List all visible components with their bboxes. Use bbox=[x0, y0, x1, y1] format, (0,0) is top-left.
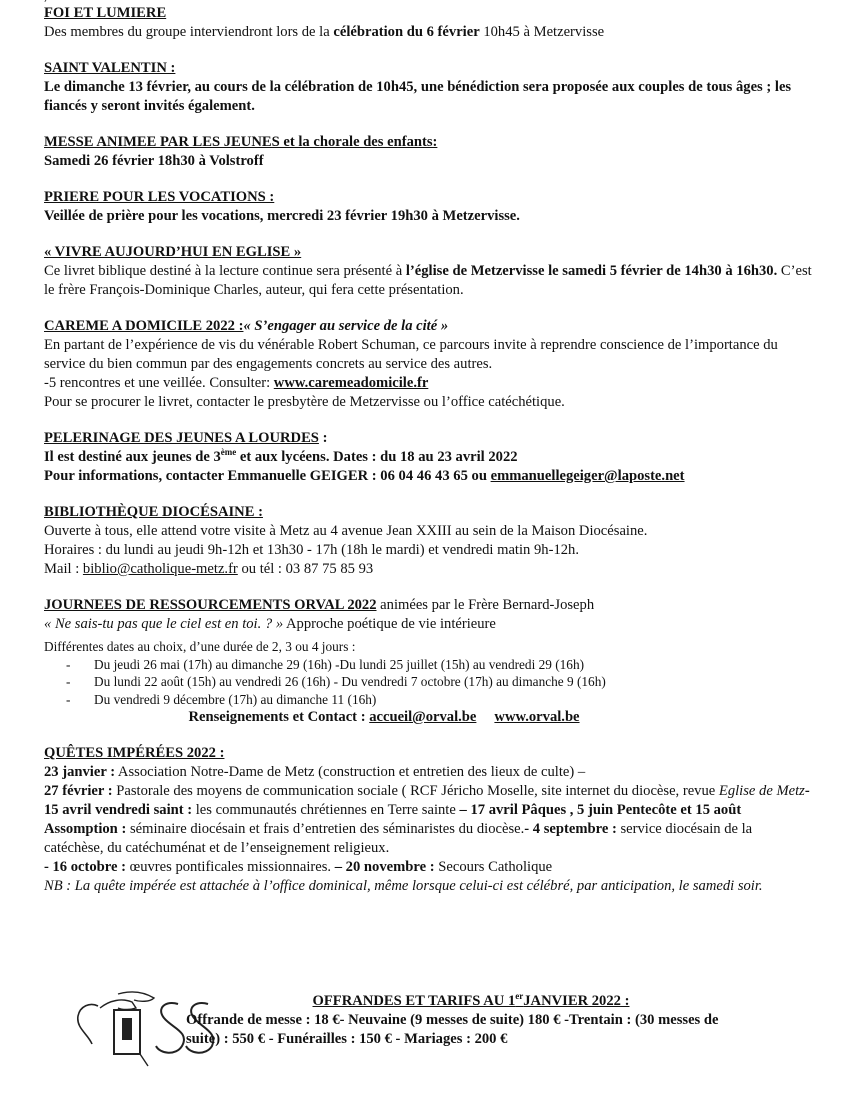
section-heading: JOURNEES DE RESSOURCEMENTS ORVAL 2022 animées par le Frère Bernard-Joseph bbox=[44, 597, 595, 613]
section-vocations bbox=[44, 188, 814, 226]
list-item: - Du jeudi 26 mai (17h) au dimanche 29 (16h) -Du lundi 25 juillet (15h) au vendredi 29 (16h) bbox=[66, 656, 814, 674]
paragraph: « Ne sais-tu pas que le ciel est en toi. ? » Approche poétique de vie intérieure bbox=[44, 616, 496, 632]
section-bibliotheque bbox=[44, 503, 814, 579]
section-careme bbox=[44, 317, 814, 412]
section-title: « VIVRE AUJOURD’HUI EN EGLISE » bbox=[44, 244, 302, 260]
paragraph: Ouverte à tous, elle attend votre visite à Metz au 4 avenue Jean XXIII au sein de la Maison Diocésaine. bbox=[44, 523, 648, 539]
paragraph: Horaires : du lundi au jeudi 9h-12h et 13h30 - 17h (18h le mardi) et vendredi matin 9h-12h. bbox=[44, 542, 579, 558]
paragraph: Mail : biblio@catholique-metz.fr ou tél : 03 87 75 85 93 bbox=[44, 561, 374, 577]
paragraph: - 16 octobre : œuvres pontificales missionnaires. – 20 novembre : Secours Catholique bbox=[44, 859, 553, 875]
dates-list bbox=[44, 656, 814, 709]
section-text: Veillée de prière pour les vocations, mercredi 23 février 19h30 à Metzervisse. bbox=[44, 208, 520, 224]
section-title: PELERINAGE DES JEUNES A LOURDES bbox=[44, 430, 319, 446]
footer bbox=[0, 988, 806, 1068]
list-item: - Du lundi 22 août (15h) au vendredi 26 (16h) - Du vendredi 7 octobre (17h) au dimanche 9 (16h) bbox=[66, 673, 814, 691]
paragraph: 23 janvier : Association Notre-Dame de Metz (construction et entretien des lieux de culte) – bbox=[44, 764, 586, 780]
paragraph: Pour se procurer le livret, contacter le presbytère de Metzervisse ou l’office catéchétique. bbox=[44, 394, 565, 410]
section-foi-et-lumiere bbox=[44, 4, 814, 42]
section-lourdes bbox=[44, 429, 814, 486]
offrandes-title: OFFRANDES ET TARIFS AU 1erJANVIER 2022 : bbox=[312, 991, 630, 1009]
section-text: Ce livret biblique destiné à la lecture continue sera présenté à l’église de Metzervisse le samedi 5 février de 14h30 à 16h30. C’est le frère François-Dominique Charles, auteur, qui fera cette présentation. bbox=[44, 263, 812, 298]
section-title: FOI ET LUMIERE bbox=[44, 5, 167, 21]
bulletin-page bbox=[44, 4, 814, 913]
email-link[interactable]: biblio@catholique-metz.fr bbox=[82, 561, 238, 577]
paragraph: 27 février : Pastorale des moyens de communication sociale ( RCF Jéricho Moselle, site internet du diocèse, revue Eglise de Metz- 15 avril vendredi saint : les communautés chrétiennes en Terre sainte – 17 avril Pâques , 5 juin Pentecôte et 15 août Assomption : séminaire diocésain et frais d’entretien des séminaristes du diocèse.- 4 septembre : service diocésain de la catéchèse, du catéchuménat et de l’enseignement religieux. bbox=[44, 783, 810, 856]
email-link[interactable]: emmanuellegeiger@laposte.net bbox=[490, 468, 685, 484]
section-text: Des membres du groupe interviendront lors de la célébration du 6 février 10h45 à Metzervisse bbox=[44, 24, 605, 40]
section-title: QUÊTES IMPÉRÉES 2022 : bbox=[44, 745, 225, 761]
paragraph: En partant de l’expérience de vis du vénérable Robert Schuman, ce parcours invite à reprendre conscience de l’importance du service du bien commun par des engagements concrets au service des autres. bbox=[44, 337, 778, 372]
paragraph: -5 rencontres et une veillée. Consulter: www.caremeadomicile.fr bbox=[44, 375, 429, 391]
section-heading: PELERINAGE DES JEUNES A LOURDES : bbox=[44, 430, 328, 446]
section-text: Le dimanche 13 février, au cours de la célébration de 10h45, une bénédiction sera proposée aux couples de tous âges ; les fiancés y seront invités également. bbox=[44, 79, 792, 114]
web-link[interactable]: www.orval.be bbox=[494, 709, 580, 725]
section-text: Samedi 26 février 18h30 à Volstroff bbox=[44, 153, 264, 169]
nb-note: NB : La quête impérée est attachée à l’office dominical, même lorsque celui-ci est célébré, par anticipation, le samedi soir. bbox=[44, 878, 763, 894]
paragraph: Il est destiné aux jeunes de 3ème et aux lycéens. Dates : du 18 au 23 avril 2022 bbox=[44, 447, 518, 465]
section-messe-jeunes bbox=[44, 133, 814, 171]
section-title: JOURNEES DE RESSOURCEMENTS ORVAL 2022 bbox=[44, 597, 377, 613]
section-subtitle: « S’engager au service de la cité » bbox=[243, 318, 449, 334]
paragraph: Pour informations, contacter Emmanuelle GEIGER : 06 04 46 43 65 ou emmanuellegeiger@laposte.net bbox=[44, 468, 685, 484]
section-orval bbox=[44, 596, 814, 727]
section-title: CAREME A DOMICILE 2022 : bbox=[44, 318, 244, 334]
stray-mark bbox=[44, 0, 47, 6]
section-title: PRIERE POUR LES VOCATIONS : bbox=[44, 189, 275, 205]
email-link[interactable]: accueil@orval.be bbox=[369, 709, 477, 725]
section-vivre-en-eglise bbox=[44, 243, 814, 300]
careme-link[interactable]: www.caremeadomicile.fr bbox=[273, 375, 429, 391]
section-title: MESSE ANIMEE PAR LES JEUNES et la chorale des enfants: bbox=[44, 134, 438, 150]
section-heading bbox=[44, 317, 814, 336]
offrandes-text: Offrande de messe : 18 €- Neuvaine (9 messes de suite) 180 € -Trentain : (30 messes de suite) : 550 € - Funérailles : 150 € - Mariages : 200 € bbox=[186, 1012, 719, 1047]
section-title: SAINT VALENTIN : bbox=[44, 60, 176, 76]
section-title: BIBLIOTHÈQUE DIOCÉSAINE : bbox=[44, 504, 263, 520]
dates-intro: Différentes dates au choix, d’une durée de 2, 3 ou 4 jours : bbox=[44, 639, 356, 654]
section-quetes bbox=[44, 744, 814, 896]
quote: « Ne sais-tu pas que le ciel est en toi. ? » bbox=[44, 616, 284, 632]
offrandes-block bbox=[186, 992, 726, 1049]
contact-line: Renseignements et Contact : accueil@orval.be www.orval.be bbox=[188, 709, 580, 725]
section-saint-valentin bbox=[44, 59, 814, 116]
list-item: - Du vendredi 9 décembre (17h) au dimanche 11 (16h) bbox=[66, 691, 814, 709]
